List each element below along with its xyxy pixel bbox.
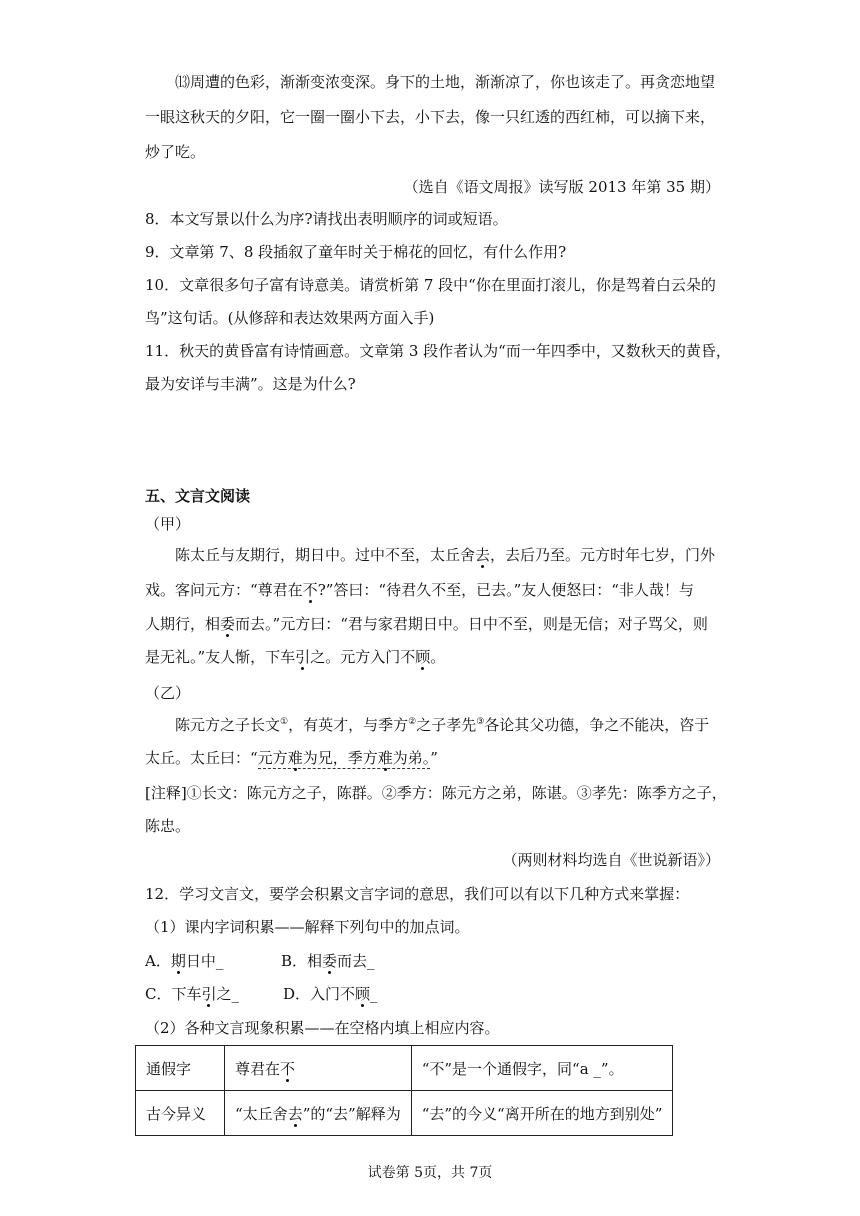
dotted-word: 顾 (415, 648, 431, 666)
dotted-word: 顾 (355, 985, 371, 1003)
dotted-word: 去 (475, 546, 491, 564)
question-10-line1: 10．文章很多句子富有诗意美。请赏析第 7 段中“你在里面打滚儿，你是驾着白云朵的 (145, 276, 716, 294)
note-mark: ① (280, 717, 289, 727)
dotted-word: 引 (201, 985, 217, 1003)
phenomena-table (135, 1045, 673, 1136)
dotted-word: 去 (287, 1104, 303, 1123)
dotted-word: 委 (322, 952, 338, 970)
question-11-line1: 11．秋天的黄昏富有诗情画意。文章第 3 段作者认为“而一年四季中，又数秋天的黄昏， (145, 342, 731, 360)
table-cell: “太丘舍去”的“去”解释为 (225, 1091, 412, 1136)
table-row (136, 1046, 673, 1091)
dotted-word: 不 (280, 1059, 296, 1078)
option-c: C．下车引之_ (145, 985, 240, 1003)
table-cell: 古今异义 (136, 1091, 225, 1136)
passage-p13-line3: 炒了吃。 (145, 143, 206, 161)
option-d: D．入门不顾_ (283, 985, 378, 1003)
table-cell: “不”是一个通假字，同“a _”。 (411, 1046, 673, 1091)
option-b: B．相委而去_ (281, 952, 375, 970)
jia-line4: 是无礼。”友人惭，下车引之。元方入门不顾。 (145, 648, 446, 666)
table-cell: 尊君在不 (225, 1046, 412, 1091)
yi-label: （乙） (145, 684, 191, 702)
passage-p13-line2: 一眼这秋天的夕阳，它一圈一圈小下去，小下去，像一只红透的西红柿，可以摘下来， (145, 108, 716, 126)
dotted-word: 期 (170, 952, 186, 970)
passage-source: （选自《语文周报》读写版 2013 年第 35 期） (403, 178, 720, 196)
question-8: 8．本文写景以什么为序?请找出表明顺序的词或短语。 (145, 210, 508, 228)
question-9: 9．文章第 7、8 段插叙了童年时关于棉花的回忆，有什么作用? (145, 243, 567, 261)
question-11-line2: 最为安详与丰满”。这是为什么? (145, 375, 356, 393)
dotted-word: 难 (377, 749, 393, 767)
page-footer: 试卷第 5页，共 7页 (367, 1165, 493, 1181)
yi-line2: 太丘。太丘曰：“元方难为兄，季方难为弟。” (145, 749, 438, 767)
jia-line3: 人期行，相委而去。”元方曰：“君与家君期日中。日中不至，则是无信；对子骂父，则 (145, 615, 708, 633)
dotted-word: 不 (302, 581, 318, 599)
jia-line1: 陈太丘与友期行，期日中。过中不至，太丘舍去，去后乃至。元方时年七岁，门外 (175, 546, 716, 564)
notes-line1: [注释]①长文：陈元方之子，陈群。②季方：陈元方之弟，陈谌。③孝先：陈季方之子， (145, 784, 727, 802)
table-row (136, 1091, 673, 1136)
note-mark: ③ (476, 717, 485, 727)
dotted-word: 难 (287, 749, 303, 767)
notes-line2: 陈忠。 (145, 817, 191, 835)
table-cell: 通假字 (136, 1046, 225, 1091)
dotted-word: 引 (295, 648, 311, 666)
section5-source: （两则材料均选自《世说新语》） (502, 851, 720, 869)
jia-label: （甲） (145, 515, 191, 533)
jia-line2: 戏。客问元方：“尊君在不?”答曰：“待君久不至，已去。”友人便怒曰：“非人哉！与 (145, 581, 694, 599)
dotted-word: 委 (220, 615, 236, 633)
section-title: 五、文言文阅读 (145, 487, 251, 505)
option-a: A．期日中_ (145, 952, 224, 970)
table-cell: “去”的今义“离开所在的地方到别处” (411, 1091, 673, 1136)
question-12-sub2: （2）各种文言现象积累——在空格内填上相应内容。 (145, 1019, 500, 1037)
passage-p13-line1: ⒀周遭的色彩，渐渐变浓变深。身下的土地，渐渐凉了，你也该走了。再贪恋地望 (175, 73, 716, 91)
yi-line1: 陈元方之子长文①，有英才，与季方②之子孝先③各论其父功德，争之不能决，咨于 (175, 716, 710, 734)
question-12-sub1: （1）课内字词积累——解释下列句中的加点词。 (145, 918, 470, 936)
question-10-line2: 鸟”这句话。(从修辞和表达效果两方面入手) (145, 309, 435, 327)
question-12-stem: 12．学习文言文，要学会积累文言字词的意思，我们可以有以下几种方式来掌握： (145, 885, 690, 903)
note-mark: ② (408, 717, 417, 727)
